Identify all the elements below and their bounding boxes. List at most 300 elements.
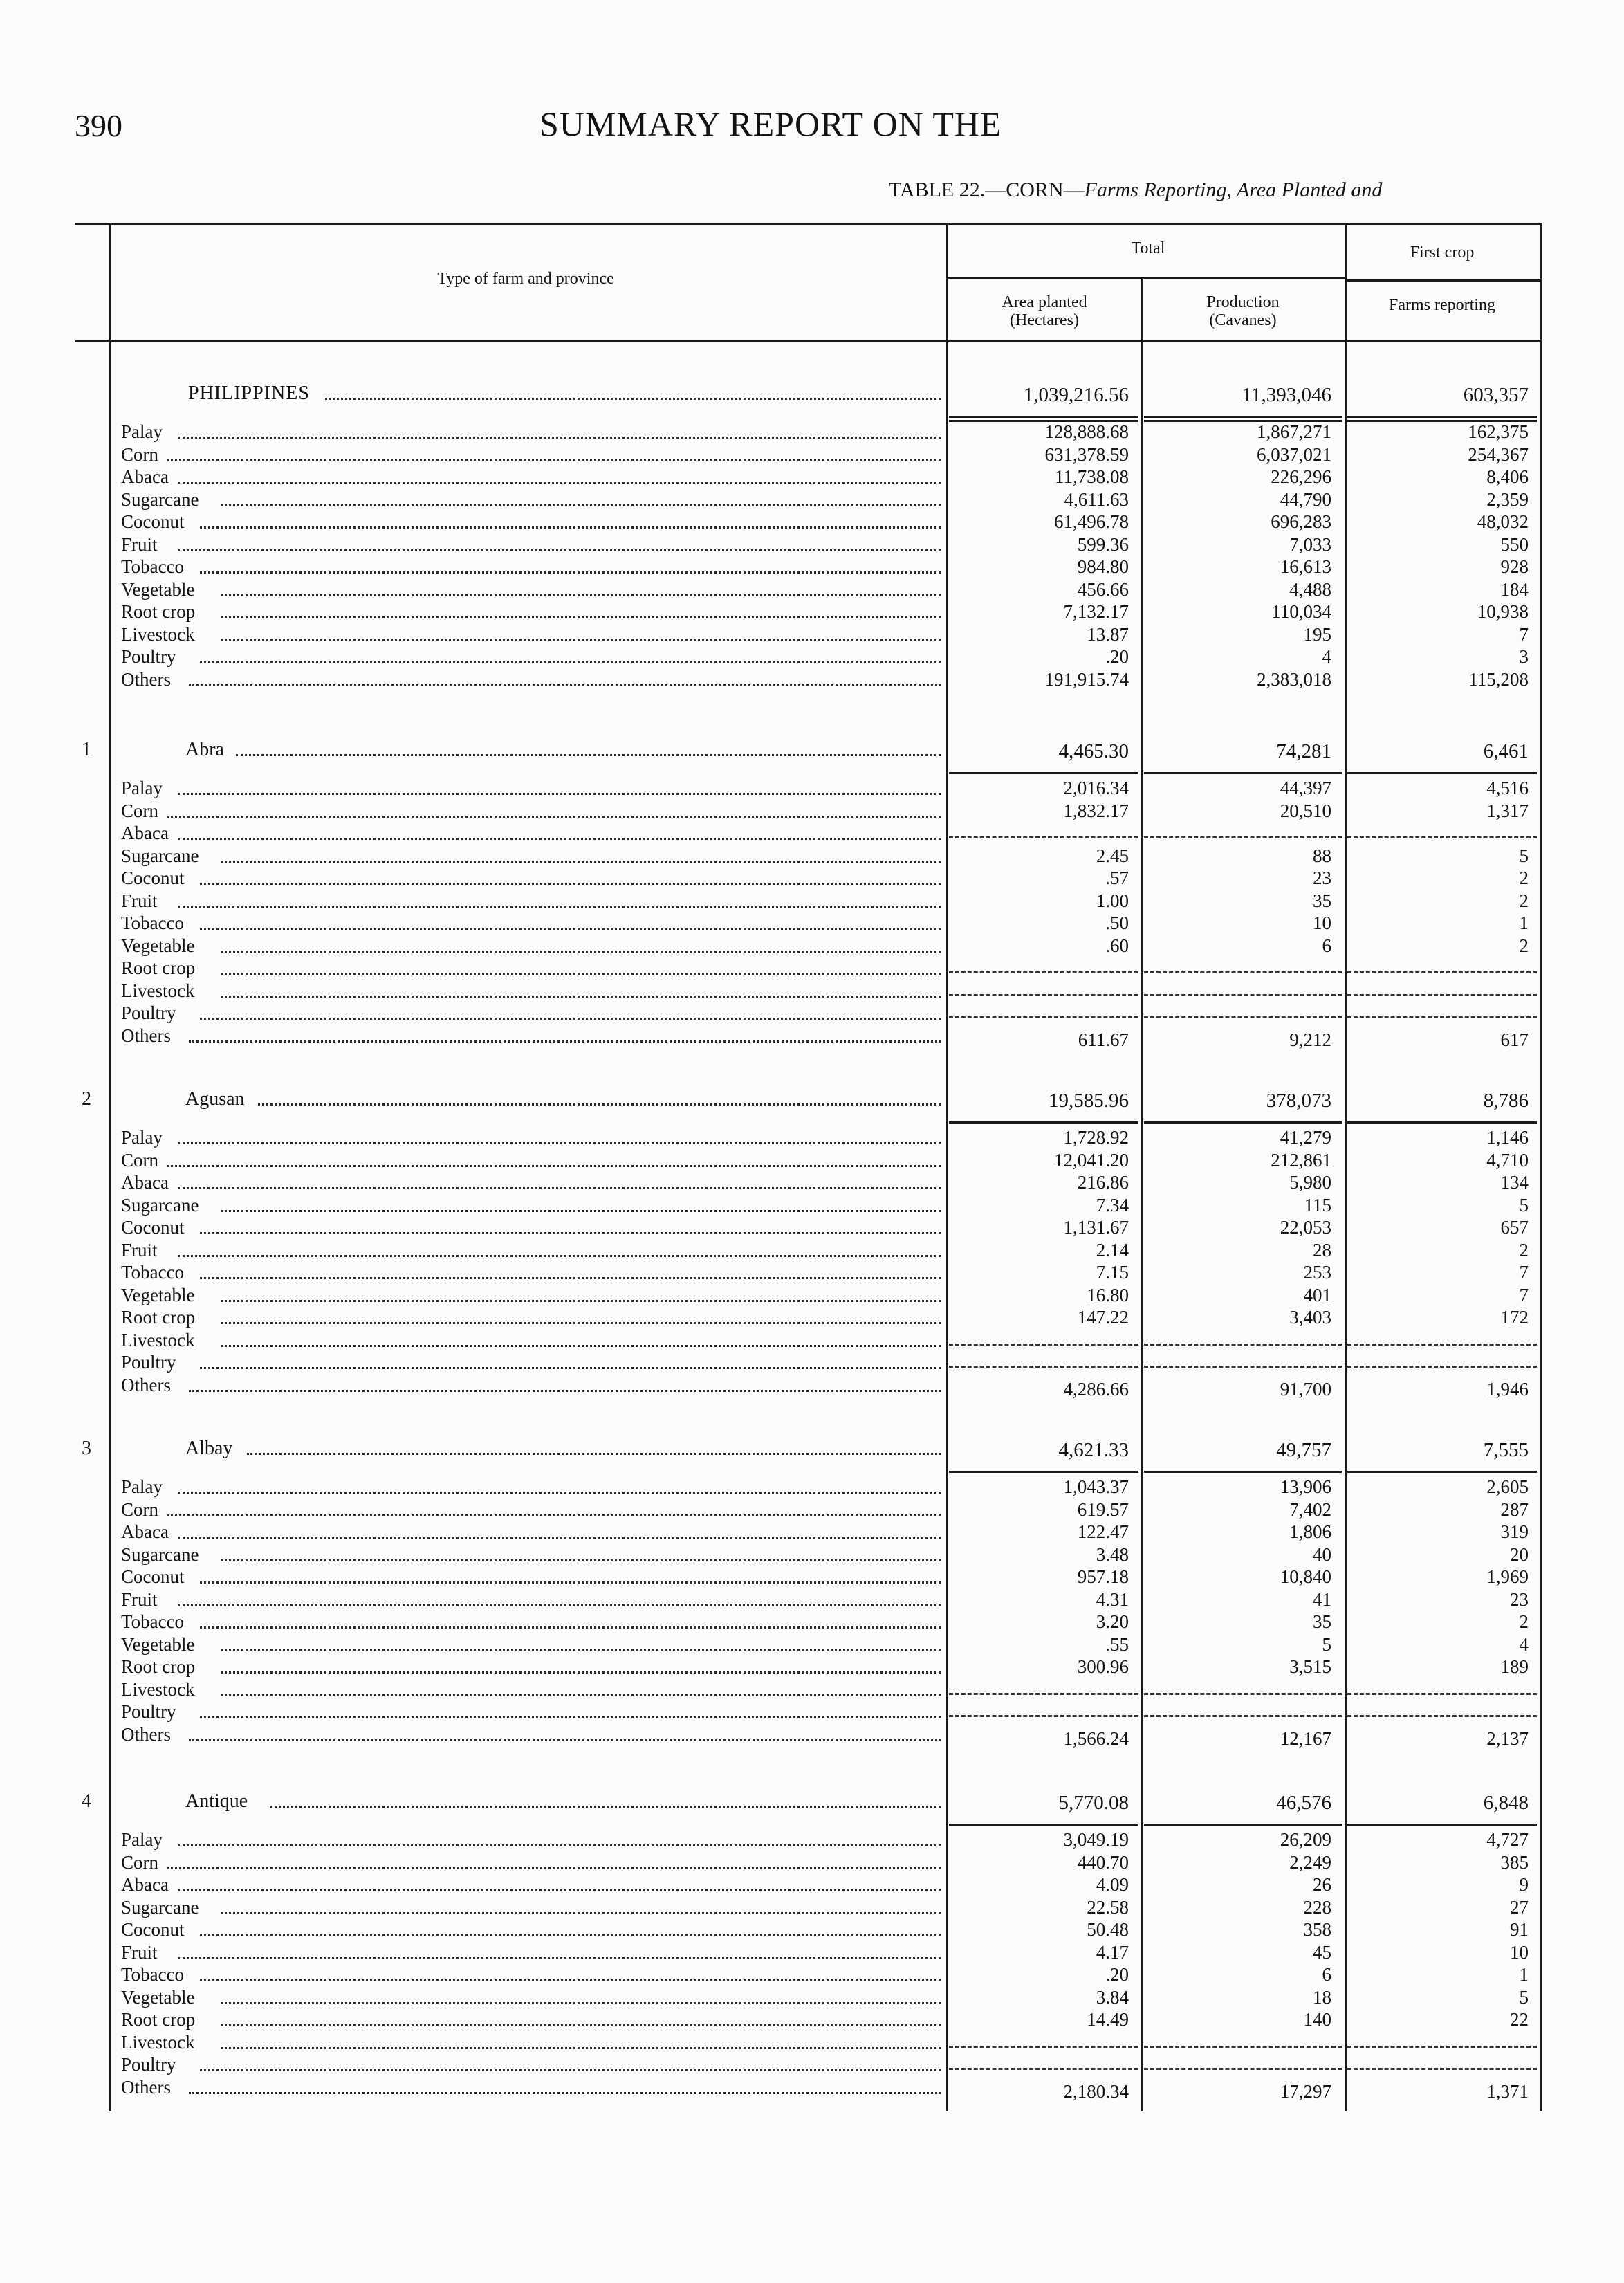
cell-value: 88 <box>1313 845 1331 866</box>
row-label: Poultry <box>121 2054 176 2075</box>
cell-value: 1,728.92 <box>1063 1127 1129 1148</box>
cell-value: 27 <box>1510 1896 1529 1918</box>
cell-value: 41 <box>1313 1588 1331 1610</box>
row-label: Corn <box>121 1851 158 1873</box>
section-total-value: 378,073 <box>1266 1090 1331 1112</box>
row-label: Vegetable <box>121 578 195 600</box>
row-label: Corn <box>121 1498 158 1520</box>
col-rule-2 <box>1141 277 1143 2111</box>
cell-value: 48,032 <box>1477 511 1529 532</box>
cell-value: 2 <box>1519 1239 1529 1260</box>
cell-value: 41,279 <box>1280 1127 1331 1148</box>
cell-value: 7 <box>1519 1262 1529 1283</box>
row-label: Tobacco <box>121 1262 185 1283</box>
cell-value: 4 <box>1519 1633 1529 1655</box>
cell-value: 6 <box>1322 935 1331 956</box>
section-title: Agusan <box>185 1088 245 1110</box>
stub-header: Type of farm and province <box>437 270 614 288</box>
cell-value: 13,906 <box>1280 1476 1331 1497</box>
cell-value: 115 <box>1304 1194 1331 1216</box>
cell-value: 5 <box>1519 1986 1529 2008</box>
row-leader <box>200 1018 941 1020</box>
empty-cell-rule <box>1144 2046 1342 2048</box>
empty-cell-rule <box>949 1344 1138 1346</box>
cell-value: 2,383,018 <box>1257 668 1331 690</box>
cell-value: 3,403 <box>1289 1307 1331 1328</box>
section-total-rule <box>1347 1824 1537 1826</box>
empty-cell-rule <box>1144 1366 1342 1368</box>
cell-value: 134 <box>1500 1172 1529 1193</box>
cell-value: 2 <box>1519 890 1529 911</box>
row-leader <box>189 2092 941 2094</box>
cell-value: 3.84 <box>1096 1986 1129 2008</box>
section-total-value: 603,357 <box>1463 384 1529 406</box>
row-leader <box>221 2047 941 2049</box>
empty-cell-rule <box>1347 2068 1537 2070</box>
cell-value: 4,516 <box>1486 778 1529 798</box>
row-leader <box>200 1934 941 1936</box>
row-leader <box>221 1345 941 1347</box>
cell-value: 26 <box>1313 1874 1331 1895</box>
cell-value: 2.14 <box>1096 1239 1129 1260</box>
cell-value: 3.20 <box>1096 1611 1129 1632</box>
cell-value: 35 <box>1313 1611 1331 1632</box>
section-title: Albay <box>185 1438 233 1459</box>
row-leader <box>221 951 941 953</box>
total-header: Total <box>1131 239 1165 257</box>
section-total-rule <box>949 416 1138 418</box>
section-total-rule <box>1144 416 1342 418</box>
cell-value: 61,496.78 <box>1054 511 1129 532</box>
cell-value: 1,969 <box>1486 1566 1529 1587</box>
row-label: Corn <box>121 1149 158 1171</box>
cell-value: 1,566.24 <box>1063 1727 1129 1749</box>
row-leader <box>221 973 941 975</box>
row-label: Vegetable <box>121 1284 195 1305</box>
cell-value: 140 <box>1303 2009 1331 2030</box>
row-label: Sugarcane <box>121 845 199 866</box>
empty-cell-rule <box>949 2046 1138 2048</box>
row-label: Livestock <box>121 623 195 645</box>
cell-value: 23 <box>1510 1588 1529 1610</box>
row-leader <box>167 816 941 818</box>
row-label: Corn <box>121 800 158 821</box>
cell-value: 456.66 <box>1077 578 1129 600</box>
row-leader <box>178 1142 941 1144</box>
row-leader <box>178 1537 941 1539</box>
empty-cell-rule <box>949 1715 1138 1717</box>
row-leader <box>178 437 941 439</box>
row-label: Poultry <box>121 1701 176 1722</box>
row-label: Tobacco <box>121 1611 185 1632</box>
row-leader <box>200 928 941 930</box>
cell-value: 4 <box>1322 646 1331 667</box>
row-leader <box>178 838 941 840</box>
firstcrop-span-rule <box>1345 279 1540 282</box>
row-label: Root crop <box>121 957 196 978</box>
cell-value: 3.48 <box>1096 1543 1129 1565</box>
table-caption-italic: Farms Reporting, Area Planted and <box>1084 178 1383 201</box>
row-leader <box>178 549 941 551</box>
cell-value: 12,167 <box>1280 1727 1331 1749</box>
cell-value: 26,209 <box>1280 1829 1331 1850</box>
cell-value: 4,611.63 <box>1064 488 1129 510</box>
row-leader <box>200 1716 941 1718</box>
section-total-rule <box>1347 1121 1537 1124</box>
row-label: Root crop <box>121 601 196 622</box>
row-label: Abaca <box>121 823 169 843</box>
cell-value: 1,043.37 <box>1063 1476 1129 1497</box>
cell-value: 18 <box>1313 1986 1331 2008</box>
row-label: Coconut <box>121 868 185 888</box>
row-label: Root crop <box>121 1307 196 1328</box>
row-label: Root crop <box>121 2009 196 2030</box>
cell-value: 599.36 <box>1077 533 1129 555</box>
cell-value: 23 <box>1313 868 1331 888</box>
cell-value: 1,131.67 <box>1063 1217 1129 1238</box>
row-label: Sugarcane <box>121 1194 199 1216</box>
empty-cell-rule <box>949 971 1138 973</box>
cell-value: 212,861 <box>1271 1149 1331 1171</box>
section-total-rule <box>1144 1824 1342 1826</box>
row-leader <box>200 526 941 529</box>
row-leader <box>189 1390 941 1392</box>
section-title: Antique <box>185 1790 248 1812</box>
section-total-value: 11,393,046 <box>1242 384 1331 406</box>
row-leader <box>221 504 941 506</box>
cell-value: 50.48 <box>1087 1919 1129 1940</box>
section-leader <box>247 1453 941 1455</box>
row-label: Abaca <box>121 1521 169 1542</box>
section-total-value: 1,039,216.56 <box>1023 384 1129 406</box>
row-label: Others <box>121 1374 171 1395</box>
cell-value: .20 <box>1105 646 1129 667</box>
row-label: Abaca <box>121 1172 169 1193</box>
cell-value: 44,397 <box>1280 778 1331 798</box>
first-crop-header: First crop <box>1410 244 1475 262</box>
empty-cell-rule <box>949 2068 1138 2070</box>
cell-value: 1 <box>1519 1964 1529 1985</box>
cell-value: .50 <box>1105 913 1129 933</box>
section-total-rule <box>1347 772 1537 774</box>
row-leader <box>167 1867 941 1869</box>
section-title: Abra <box>185 739 224 760</box>
cell-value: 226,296 <box>1271 466 1331 487</box>
cell-value: 319 <box>1500 1521 1529 1542</box>
row-leader <box>178 482 941 484</box>
section-total-rule <box>949 1121 1138 1124</box>
cell-value: 1.00 <box>1096 890 1129 911</box>
province-number: 2 <box>82 1088 91 1110</box>
section-total-value: 74,281 <box>1276 740 1331 762</box>
section-leader <box>270 1806 941 1808</box>
cell-value: 44,790 <box>1280 488 1331 510</box>
row-leader <box>200 661 941 663</box>
cell-value: 10,840 <box>1280 1566 1331 1587</box>
row-leader <box>221 594 941 596</box>
cell-value: 172 <box>1500 1307 1529 1328</box>
section-total-value: 4,465.30 <box>1058 740 1129 762</box>
cell-value: 184 <box>1500 578 1529 600</box>
row-leader <box>221 1671 941 1674</box>
section-total-rule <box>1347 416 1537 418</box>
col-rule-3 <box>1345 223 1347 2111</box>
row-label: Tobacco <box>121 1964 185 1985</box>
row-label: Palay <box>121 421 163 442</box>
stub-left-rule <box>109 223 111 2111</box>
cell-value: 550 <box>1500 533 1529 555</box>
row-leader <box>200 883 941 885</box>
row-label: Coconut <box>121 1217 185 1238</box>
cell-value: 4.17 <box>1096 1941 1129 1963</box>
cell-value: 91,700 <box>1280 1378 1331 1400</box>
cell-value: 1,832.17 <box>1063 800 1129 821</box>
empty-cell-rule <box>1347 1366 1537 1368</box>
section-total-rule <box>1144 772 1342 774</box>
cell-value: 8,406 <box>1486 466 1529 487</box>
empty-cell-rule <box>949 1693 1138 1695</box>
cell-value: 1,867,271 <box>1257 421 1331 442</box>
section-total-value: 49,757 <box>1276 1439 1331 1461</box>
cell-value: 16,613 <box>1280 556 1331 577</box>
section-total-value: 6,848 <box>1483 1792 1529 1814</box>
empty-cell-rule <box>1347 1693 1537 1695</box>
row-leader <box>178 1492 941 1494</box>
row-leader <box>167 1514 941 1516</box>
cell-value: 9 <box>1519 1874 1529 1895</box>
cell-value: 1,146 <box>1486 1127 1529 1148</box>
empty-cell-rule <box>1347 971 1537 973</box>
section-leader <box>258 1103 941 1106</box>
cell-value: 7 <box>1519 1284 1529 1305</box>
cell-value: 7,033 <box>1289 533 1331 555</box>
cell-value: 300.96 <box>1077 1656 1129 1677</box>
province-number: 4 <box>82 1790 91 1812</box>
empty-cell-rule <box>949 994 1138 996</box>
cell-value: 91 <box>1510 1919 1529 1940</box>
cell-value: .20 <box>1105 1964 1129 1985</box>
empty-cell-rule <box>1144 836 1342 838</box>
row-label: Others <box>121 2076 171 2098</box>
cell-value: 611.67 <box>1078 1029 1129 1050</box>
empty-cell-rule <box>949 1016 1138 1018</box>
cell-value: 4.09 <box>1096 1874 1129 1895</box>
cell-value: 4,710 <box>1486 1149 1529 1171</box>
col-rule-4 <box>1540 223 1542 2111</box>
cell-value: 253 <box>1303 1262 1331 1283</box>
cell-value: 2 <box>1519 1611 1529 1632</box>
cell-value: 10,938 <box>1477 601 1529 622</box>
cell-value: 11,738.08 <box>1055 466 1129 487</box>
province-number: 3 <box>82 1438 91 1459</box>
province-number: 1 <box>82 739 91 760</box>
cell-value: 7.34 <box>1096 1194 1129 1216</box>
empty-cell-rule <box>1144 994 1342 996</box>
cell-value: 3,049.19 <box>1063 1829 1129 1850</box>
section-total-rule <box>1144 1471 1342 1473</box>
row-leader <box>200 1626 941 1629</box>
section-total-value: 5,770.08 <box>1058 1792 1129 1814</box>
row-label: Poultry <box>121 1352 176 1373</box>
page-number: 390 <box>75 108 122 143</box>
total-span-rule <box>946 277 1345 279</box>
cell-value: .57 <box>1105 868 1129 888</box>
cell-value: 5 <box>1322 1633 1331 1655</box>
row-label: Coconut <box>121 1919 185 1940</box>
cell-value: 20,510 <box>1280 800 1331 821</box>
row-label: Abaca <box>121 466 169 487</box>
cell-value: 2,359 <box>1486 488 1529 510</box>
cell-value: 2,249 <box>1289 1851 1331 1873</box>
row-leader <box>200 571 941 574</box>
cell-value: 2.45 <box>1096 845 1129 866</box>
cell-value: .60 <box>1105 935 1129 956</box>
row-label: Sugarcane <box>121 1543 199 1565</box>
row-leader <box>178 1844 941 1846</box>
cell-value: 7.15 <box>1096 1262 1129 1283</box>
cell-value: 6 <box>1322 1964 1331 1985</box>
cell-value: 6,037,021 <box>1257 443 1331 465</box>
cell-value: 385 <box>1500 1851 1529 1873</box>
row-leader <box>221 639 941 641</box>
cell-value: 45 <box>1313 1941 1331 1963</box>
section-total-rule <box>949 1824 1138 1826</box>
cell-value: 17,297 <box>1280 2080 1331 2102</box>
cell-value: 115,208 <box>1468 668 1529 690</box>
row-label: Coconut <box>121 1566 185 1587</box>
col-rule-1 <box>946 223 948 2111</box>
cell-value: 631,378.59 <box>1044 443 1129 465</box>
row-leader <box>221 1559 941 1561</box>
cell-value: 128,888.68 <box>1044 421 1129 442</box>
section-total-rule <box>949 772 1138 774</box>
cell-value: 16.80 <box>1087 1284 1129 1305</box>
cell-value: 189 <box>1500 1656 1529 1677</box>
cell-value: 22 <box>1510 2009 1529 2030</box>
empty-cell-rule <box>1144 1344 1342 1346</box>
row-leader <box>200 1979 941 1981</box>
row-label: Livestock <box>121 980 195 1001</box>
row-label: Palay <box>121 778 163 798</box>
cell-value: 191,915.74 <box>1044 668 1129 690</box>
cell-value: 2,180.34 <box>1063 2080 1129 2102</box>
cell-value: 228 <box>1303 1896 1331 1918</box>
section-leader <box>236 754 941 756</box>
cell-value: 254,367 <box>1468 443 1529 465</box>
cell-value: 696,283 <box>1271 511 1331 532</box>
cell-value: 957.18 <box>1077 1566 1129 1587</box>
cell-value: 195 <box>1303 623 1331 645</box>
cell-value: 4,488 <box>1289 578 1331 600</box>
cell-value: 14.49 <box>1087 2009 1129 2030</box>
row-leader <box>221 1912 941 1914</box>
cell-value: 20 <box>1510 1543 1529 1565</box>
header-bottom-rule <box>75 340 1540 342</box>
row-label: Coconut <box>121 511 185 532</box>
section-total-value: 4,621.33 <box>1058 1439 1129 1461</box>
cell-value: 35 <box>1313 890 1331 911</box>
cell-value: 617 <box>1500 1029 1529 1050</box>
row-label: Livestock <box>121 1678 195 1700</box>
cell-value: 4.31 <box>1096 1588 1129 1610</box>
running-title: SUMMARY REPORT ON THE <box>539 104 1002 143</box>
empty-cell-rule <box>1144 971 1342 973</box>
cell-value: .55 <box>1105 1633 1129 1655</box>
empty-cell-rule <box>1144 1016 1342 1018</box>
row-label: Poultry <box>121 646 176 667</box>
empty-cell-rule <box>949 1366 1138 1368</box>
empty-cell-rule <box>1144 1693 1342 1695</box>
row-leader <box>221 616 941 618</box>
cell-value: 358 <box>1303 1919 1331 1940</box>
row-label: Palay <box>121 1829 163 1850</box>
table-top-rule <box>75 223 1540 225</box>
cell-value: 10 <box>1313 913 1331 933</box>
row-label: Fruit <box>121 533 158 555</box>
row-label: Poultry <box>121 1002 176 1023</box>
empty-cell-rule <box>1347 1344 1537 1346</box>
empty-cell-rule <box>1347 994 1537 996</box>
row-leader <box>178 793 941 795</box>
row-leader <box>178 906 941 908</box>
row-label: Others <box>121 1723 171 1745</box>
row-label: Others <box>121 668 171 690</box>
cell-value: 13.87 <box>1087 623 1129 645</box>
row-label: Corn <box>121 443 158 465</box>
row-leader <box>200 1367 941 1369</box>
cell-value: 40 <box>1313 1543 1331 1565</box>
section-total-value: 8,786 <box>1483 1090 1529 1112</box>
row-label: Root crop <box>121 1656 196 1677</box>
cell-value: 928 <box>1500 556 1529 577</box>
cell-value: 1,317 <box>1486 800 1529 821</box>
cell-value: 287 <box>1500 1498 1529 1520</box>
row-label: Fruit <box>121 890 158 911</box>
cell-value: 1,806 <box>1289 1521 1331 1542</box>
row-label: Tobacco <box>121 556 185 577</box>
section-title: PHILIPPINES <box>188 383 310 404</box>
row-leader <box>221 861 941 863</box>
empty-cell-rule <box>1144 1715 1342 1717</box>
row-leader <box>178 1957 941 1959</box>
farms-reporting-header: Farms reporting <box>1389 296 1495 314</box>
cell-value: 657 <box>1500 1217 1529 1238</box>
row-leader <box>200 1232 941 1234</box>
empty-cell-rule <box>1144 2068 1342 2070</box>
row-leader <box>178 1604 941 1606</box>
row-leader <box>221 1694 941 1696</box>
row-leader <box>200 1581 941 1584</box>
row-leader <box>189 684 941 686</box>
section-total-value: 19,585.96 <box>1049 1090 1129 1112</box>
cell-value: 619.57 <box>1077 1498 1129 1520</box>
empty-cell-rule <box>1347 2046 1537 2048</box>
empty-cell-rule <box>1347 836 1537 838</box>
cell-value: 5,980 <box>1289 1172 1331 1193</box>
cell-value: 984.80 <box>1077 556 1129 577</box>
section-total-rule <box>1144 1121 1342 1124</box>
row-leader <box>221 2024 941 2026</box>
empty-cell-rule <box>949 836 1138 838</box>
cell-value: 7,132.17 <box>1063 601 1129 622</box>
section-total-value: 6,461 <box>1483 740 1529 762</box>
production-header: Production (Cavanes) <box>1206 293 1280 329</box>
cell-value: 440.70 <box>1077 1851 1129 1873</box>
row-leader <box>167 1165 941 1167</box>
row-leader <box>221 1210 941 1212</box>
row-label: Vegetable <box>121 1986 195 2008</box>
cell-value: 9,212 <box>1289 1029 1331 1050</box>
